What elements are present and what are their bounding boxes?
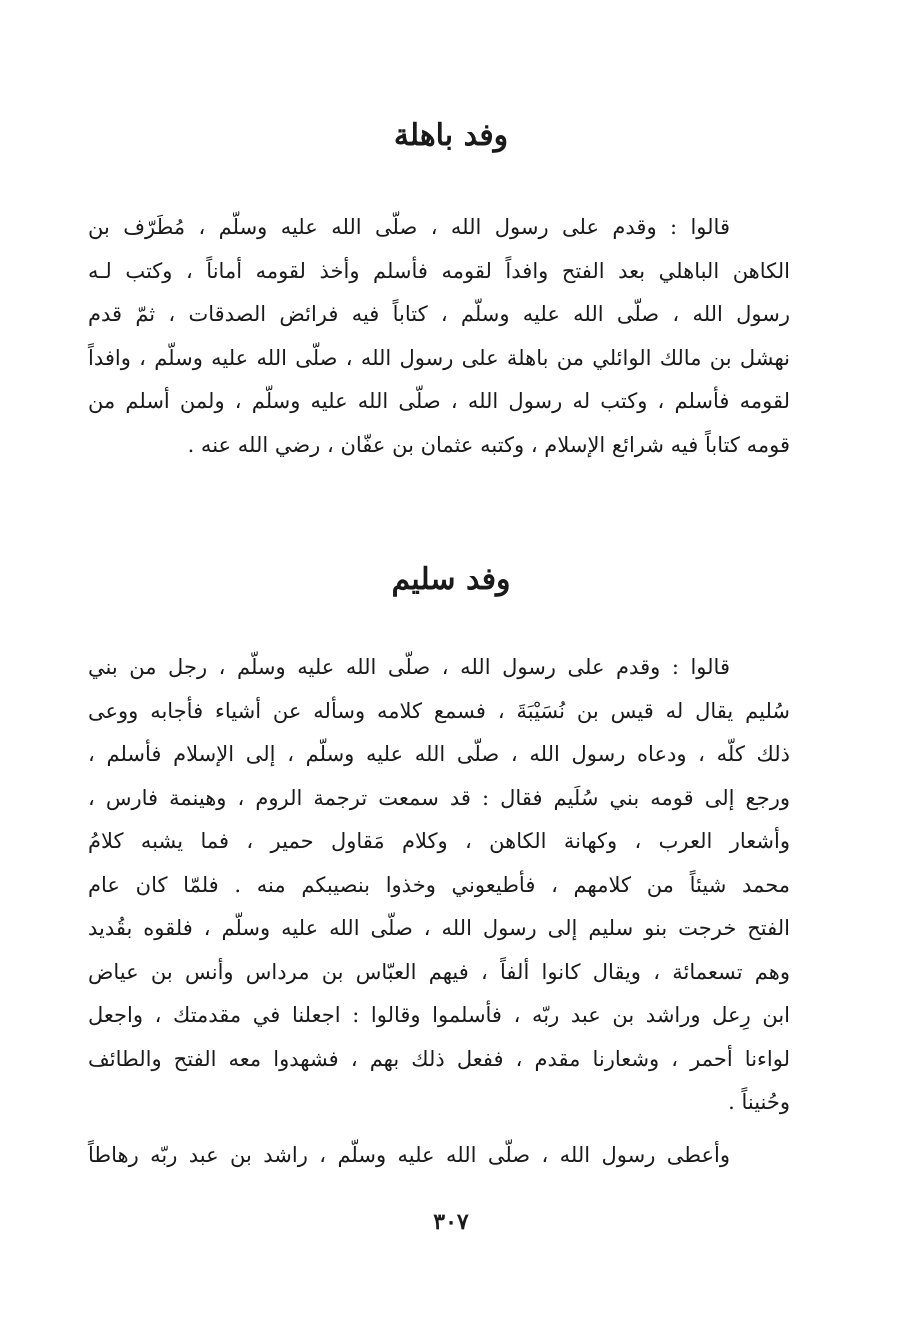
- text-line: الفتح خرجت بنو سليم إلى رسول الله ، صلّى الله عليه وسلّم ، فلقوه بقُديد: [88, 916, 790, 940]
- text-line: الكاهن الباهلي بعد الفتح وافداً لقومه فأسلم وأخذ لقومه أماناً ، وكتب لـه: [88, 258, 790, 283]
- section-body-sulaym: [88, 646, 790, 1125]
- text-line: ورجع إلى قومه بني سُلَيم فقال : قد سمعت ترجمة الروم ، وهينمة فارس ،: [88, 785, 790, 810]
- text-line: نهشل بن مالك الوائلي من باهلة على رسول الله ، صلّى الله عليه وسلّم ، وافداً: [88, 345, 790, 370]
- text-line: وهم تسعمائة ، ويقال كانوا ألفاً ، فيهم العبّاس بن مرداس وأنس بن عياض: [88, 959, 790, 984]
- section-body-bahila: [88, 206, 790, 467]
- text-line: وأشعار العرب ، وكهانة الكاهن ، وكلام مَقاول حمير ، فما يشبه كلامُ: [88, 829, 790, 853]
- text-line: قالوا : وقدم على رسول الله ، صلّى الله عليه وسلّم ، مُطَرّف بن: [88, 215, 730, 239]
- page-number: ٣٠٧: [433, 1209, 469, 1235]
- text-line: ذلك كلّه ، ودعاه رسول الله ، صلّى الله عليه وسلّم ، إلى الإسلام فأسلم ،: [88, 742, 790, 766]
- text-line: قالوا : وقدم على رسول الله ، صلّى الله عليه وسلّم ، رجل من بني: [88, 655, 730, 679]
- text-line: ابن رِعل وراشد بن عبد ربّه ، فأسلموا وقالوا : اجعلنا في مقدمتك ، واجعل: [88, 1003, 790, 1027]
- section-title-bahila: وفد باهلة: [393, 118, 509, 153]
- text-line: لواءنا أحمر ، وشعارنا مقدم ، ففعل ذلك بهم ، فشهدوا معه الفتح والطائف: [88, 1046, 790, 1071]
- text-line: رسول الله ، صلّى الله عليه وسلّم ، كتاباً فيه فرائض الصدقات ، ثمّ قدم: [88, 302, 790, 326]
- text-line: لقومه فأسلم ، وكتب له رسول الله ، صلّى الله عليه وسلّم ، ولمن أسلم من: [88, 389, 790, 413]
- text-line: سُليم يقال له قيس بن نُسَيْبَةَ ، فسمع كلامه وسأله عن أشياء فأجابه ووعى: [88, 698, 790, 723]
- text-line: محمد شيئاً من كلامهم ، فأطيعوني وخذوا بنصيبكم منه . فلمّا كان عام: [88, 872, 790, 897]
- text-line: وأعطى رسول الله ، صلّى الله عليه وسلّم ، راشد بن عبد ربّه رهاطاً: [88, 1143, 730, 1167]
- continuing-paragraph: [88, 1134, 790, 1178]
- text-line: وحُنيناً .: [728, 1090, 790, 1114]
- text-line: قومه كتاباً فيه شرائع الإسلام ، وكتبه عثمان بن عفّان ، رضي الله عنه .: [187, 432, 790, 457]
- section-title-sulaym: وفد سليم: [391, 562, 511, 597]
